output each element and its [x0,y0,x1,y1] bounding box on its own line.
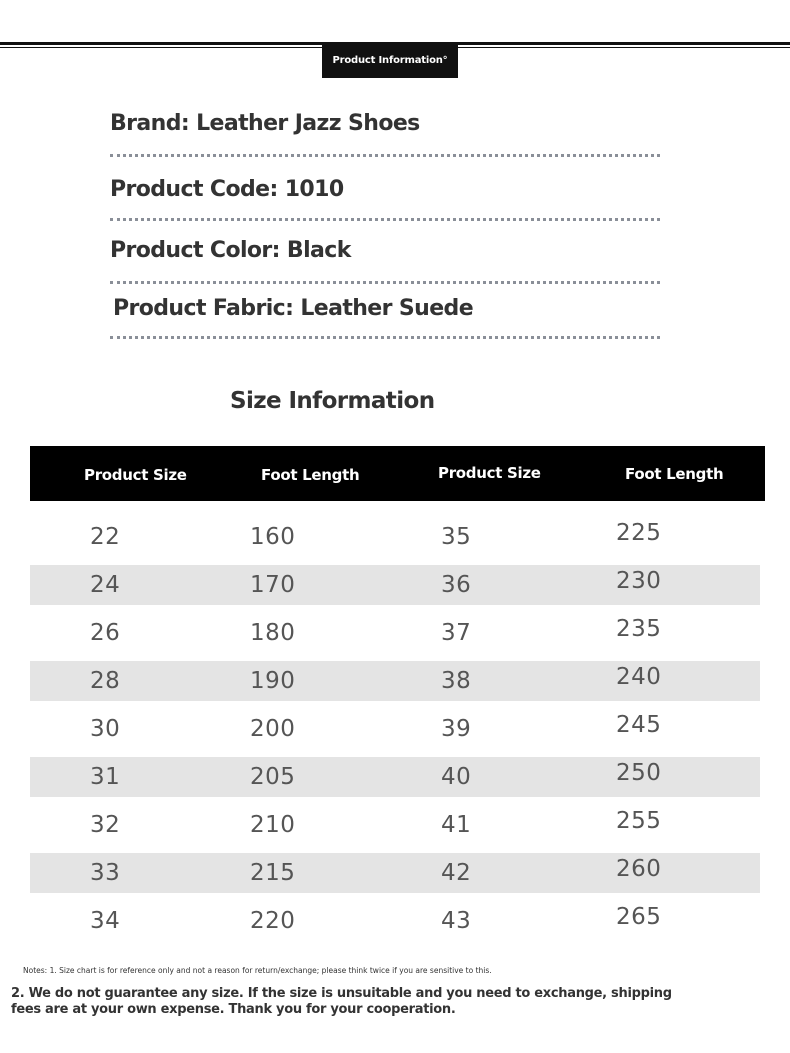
dotted-divider [110,154,660,157]
product-information-tab: Product Information° [322,42,458,78]
table-cell: 32 [90,812,121,838]
table-cell: 190 [250,668,296,694]
table-cell: 35 [441,524,472,550]
table-cell: 245 [616,712,662,738]
table-cell: 255 [616,808,662,834]
table-cell: 230 [616,568,662,594]
table-cell: 28 [90,668,121,694]
product-code-line: Product Code: 1010 [110,177,344,202]
size-table-header [30,446,765,501]
column-header-product-size: Product Size [84,466,187,484]
table-cell: 40 [441,764,472,790]
dotted-divider [110,218,660,221]
table-cell: 36 [441,572,472,598]
table-cell: 170 [250,572,296,598]
table-cell: 31 [90,764,121,790]
size-note-2: 2. We do not guarantee any size. If the size is unsuitable and you need to exchange, shipping fees are at your own expense. Thank you for your cooperation. [11,986,672,1017]
brand-line: Brand: Leather Jazz Shoes [110,111,420,136]
dotted-divider [110,281,660,284]
table-cell: 26 [90,620,121,646]
size-note-1: Notes: 1. Size chart is for reference only and not a reason for return/exchange; please think twice if you are sensitive to this. [23,966,492,975]
table-cell: 38 [441,668,472,694]
table-cell: 42 [441,860,472,886]
table-cell: 24 [90,572,121,598]
table-cell: 22 [90,524,121,550]
table-cell: 30 [90,716,121,742]
table-cell: 43 [441,908,472,934]
table-cell: 260 [616,856,662,882]
table-cell: 215 [250,860,296,886]
table-cell: 180 [250,620,296,646]
table-cell: 39 [441,716,472,742]
product-color-line: Product Color: Black [110,238,351,263]
table-cell: 33 [90,860,121,886]
table-cell: 200 [250,716,296,742]
table-cell: 34 [90,908,121,934]
column-header-product-size: Product Size [438,464,541,482]
table-cell: 235 [616,616,662,642]
table-cell: 250 [616,760,662,786]
table-cell: 205 [250,764,296,790]
table-cell: 225 [616,520,662,546]
product-fabric-line: Product Fabric: Leather Suede [113,296,474,321]
size-information-title: Size Information [230,388,435,414]
table-cell: 240 [616,664,662,690]
table-cell: 265 [616,904,662,930]
column-header-foot-length: Foot Length [261,466,360,484]
table-cell: 210 [250,812,296,838]
table-cell: 37 [441,620,472,646]
table-cell: 160 [250,524,296,550]
table-cell: 220 [250,908,296,934]
dotted-divider [110,336,660,339]
column-header-foot-length: Foot Length [625,465,724,483]
table-cell: 41 [441,812,472,838]
